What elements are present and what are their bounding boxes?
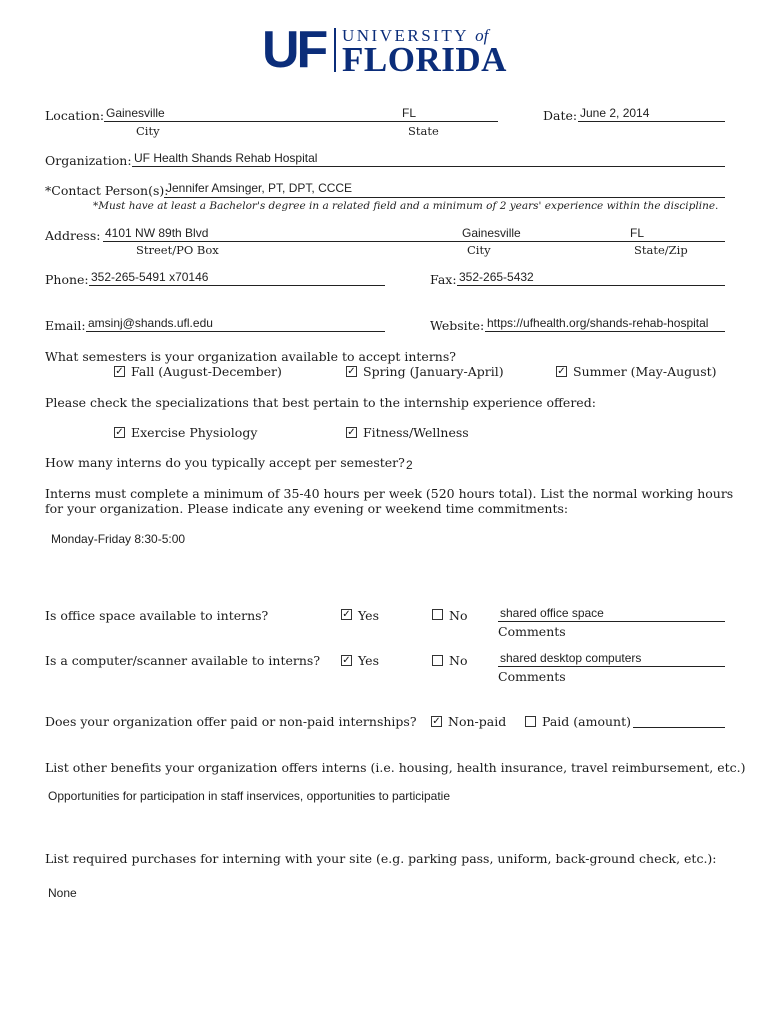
address-label: Address: <box>45 228 101 243</box>
address-street-caption: Street/PO Box <box>136 243 219 257</box>
logo-florida: FLORIDA <box>342 40 507 79</box>
benefits-input[interactable]: Opportunities for participation in staff inservices, opportunities to participatie <box>48 789 450 803</box>
phone-line <box>89 285 385 286</box>
semesters-question: What semesters is your organization available to accept interns? <box>45 349 456 364</box>
address-city-caption: City <box>467 243 491 257</box>
location-line <box>104 121 498 122</box>
location-city-input[interactable]: Gainesville <box>106 106 165 120</box>
logo-university: UNIVERSITY of <box>342 26 489 45</box>
address-line <box>103 241 725 242</box>
hours-text-line2: for your organization. Please indicate any evening or weekend time commitments: <box>45 501 569 516</box>
address-street-input[interactable]: 4101 NW 89th Blvd <box>105 226 209 240</box>
office-no-checkbox[interactable] <box>432 609 443 620</box>
contact-line <box>164 197 725 198</box>
office-no-label: No <box>449 608 468 623</box>
address-city-input[interactable]: Gainesville <box>462 226 521 240</box>
contact-input[interactable]: Jennifer Amsinger, PT, DPT, CCCE <box>166 181 353 195</box>
fitness-wellness-checkbox[interactable]: ✓ <box>347 427 356 438</box>
website-line <box>485 331 725 332</box>
email-label: Email: <box>45 318 86 333</box>
summer-checkbox[interactable]: ✓ <box>557 366 566 377</box>
specializations-question: Please check the specializations that best pertain to the internship experience offered: <box>45 395 596 410</box>
office-yes-label: Yes <box>358 608 379 623</box>
exercise-physiology-checkbox[interactable]: ✓ <box>115 427 124 438</box>
computer-no-checkbox[interactable] <box>432 655 443 666</box>
fax-input[interactable]: 352-265-5432 <box>459 270 534 284</box>
spring-checkbox[interactable]: ✓ <box>347 366 356 377</box>
email-input[interactable]: amsinj@shands.ufl.edu <box>88 316 213 330</box>
nonpaid-label: Non-paid <box>448 714 507 729</box>
logo-mark: UF <box>262 21 326 79</box>
purchases-input[interactable]: None <box>48 886 77 900</box>
paid-label: Paid (amount) <box>542 714 631 729</box>
university-logo <box>262 21 512 79</box>
address-state-input[interactable]: FL <box>630 226 645 240</box>
location-city-caption: City <box>136 124 160 138</box>
location-state-caption: State <box>408 124 439 138</box>
office-comment-line <box>498 621 725 622</box>
computer-question: Is a computer/scanner available to interns? <box>45 653 321 668</box>
nonpaid-checkbox[interactable]: ✓ <box>432 716 441 727</box>
hours-input[interactable]: Monday-Friday 8:30-5:00 <box>51 532 186 546</box>
hours-text-line1: Interns must complete a minimum of 35-40 hours per week (520 hours total). List the normal working hours <box>45 486 734 501</box>
logo-divider <box>334 28 336 72</box>
date-label: Date: <box>543 108 578 123</box>
spring-label: Spring (January-April) <box>363 364 504 379</box>
purchases-question: List required purchases for interning with your site (e.g. parking pass, uniform, back-ground check, etc.): <box>45 851 717 866</box>
interns-count-input[interactable]: 2 <box>406 458 413 472</box>
date-input[interactable]: June 2, 2014 <box>580 106 650 120</box>
fall-label: Fall (August-December) <box>131 364 282 379</box>
fax-line <box>457 285 725 286</box>
paid-checkbox[interactable] <box>525 716 536 727</box>
office-space-question: Is office space available to interns? <box>45 608 269 623</box>
contact-note: *Must have at least a Bachelor's degree in a related field and a minimum of 2 years' experience within the discipline. <box>93 200 719 212</box>
computer-yes-label: Yes <box>358 653 379 668</box>
exercise-physiology-label: Exercise Physiology <box>131 425 258 440</box>
fall-checkbox[interactable]: ✓ <box>115 366 124 377</box>
organization-line <box>132 166 725 167</box>
website-label: Website: <box>430 318 485 333</box>
website-input[interactable]: https://ufhealth.org/shands-rehab-hospital <box>487 316 709 330</box>
organization-label: Organization: <box>45 153 132 168</box>
computer-comment-caption: Comments <box>498 669 566 684</box>
location-label: Location: <box>45 108 105 123</box>
office-yes-checkbox[interactable]: ✓ <box>342 609 351 620</box>
phone-label: Phone: <box>45 272 89 287</box>
address-state-caption: State/Zip <box>634 243 688 257</box>
email-line <box>86 331 385 332</box>
computer-no-label: No <box>449 653 468 668</box>
location-state-input[interactable]: FL <box>402 106 417 120</box>
benefits-question: List other benefits your organization offers interns (i.e. housing, health insurance, travel reimbursement, etc.) <box>45 760 746 775</box>
computer-yes-checkbox[interactable]: ✓ <box>342 655 351 666</box>
summer-label: Summer (May-August) <box>573 364 717 379</box>
computer-comment-line <box>498 666 725 667</box>
organization-input[interactable]: UF Health Shands Rehab Hospital <box>134 151 318 165</box>
office-comment-input[interactable]: shared office space <box>500 606 604 620</box>
paid-amount-input[interactable] <box>633 727 725 728</box>
fitness-wellness-label: Fitness/Wellness <box>363 425 469 440</box>
office-comment-caption: Comments <box>498 624 566 639</box>
contact-label: *Contact Person(s): <box>45 183 169 198</box>
phone-input[interactable]: 352-265-5491 x70146 <box>91 270 209 284</box>
paid-question: Does your organization offer paid or non-paid internships? <box>45 714 417 729</box>
date-line <box>578 121 725 122</box>
interns-count-question: How many interns do you typically accept per semester? <box>45 455 405 470</box>
computer-comment-input[interactable]: shared desktop computers <box>500 651 642 665</box>
fax-label: Fax: <box>430 272 457 287</box>
